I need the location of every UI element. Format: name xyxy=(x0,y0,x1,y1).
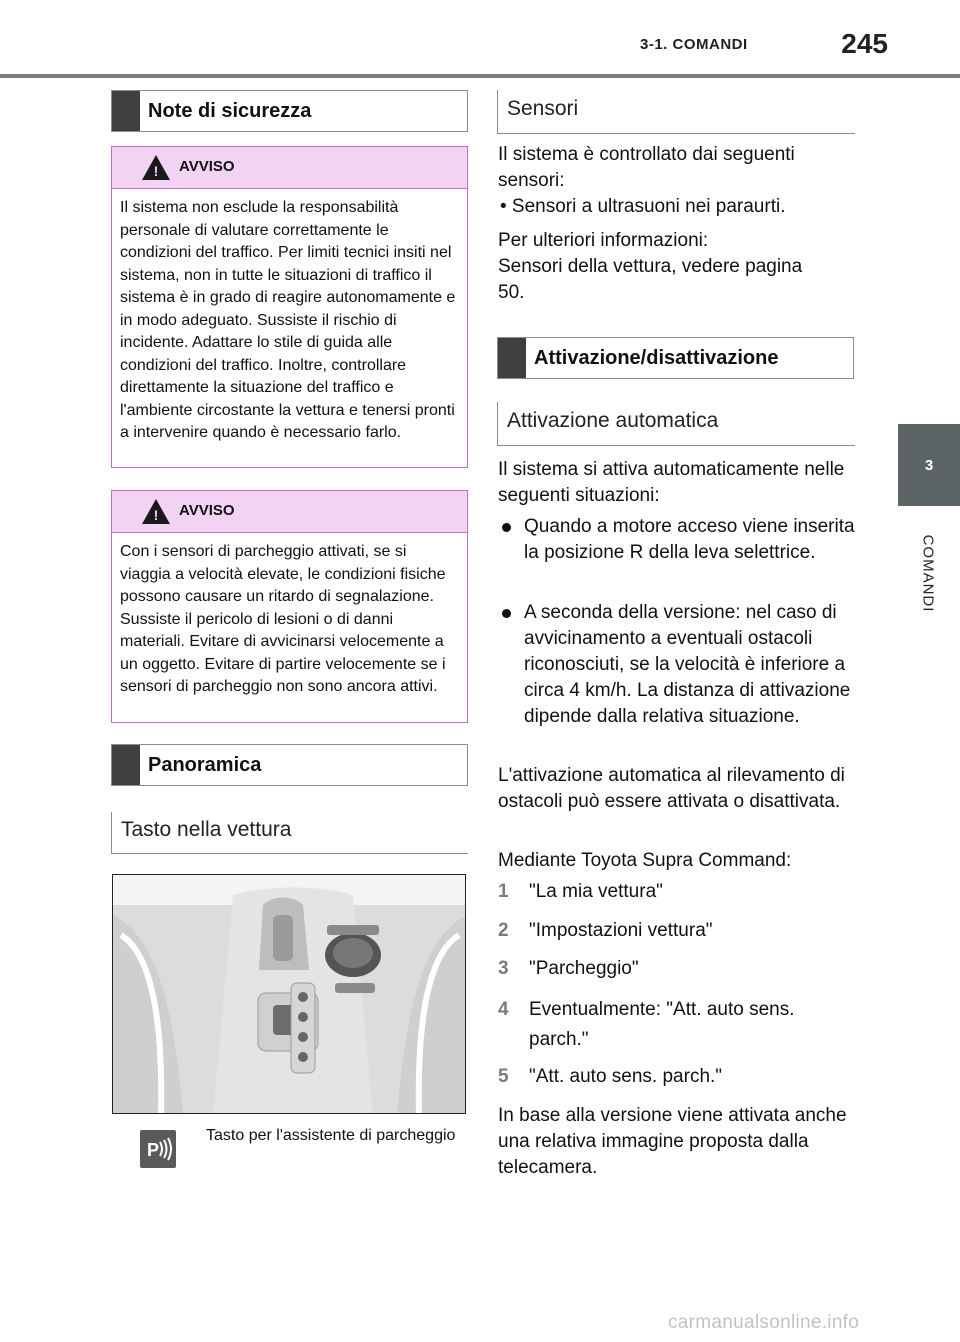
step-number: 2 xyxy=(498,920,509,941)
activation-heading xyxy=(497,337,854,379)
step-number: 4 xyxy=(498,999,509,1020)
step-item xyxy=(498,956,858,982)
page-number: 245 xyxy=(841,28,888,59)
warning-box-2 xyxy=(111,490,468,723)
step-text: "Att. auto sens. parch." xyxy=(529,1066,723,1087)
button-caption: Tasto per l'assistente di parcheggio xyxy=(206,1127,456,1144)
step-item xyxy=(498,1064,858,1090)
camera-note: In base alla versione viene attivata anche una relativa immagine proposta dalla telecamera. xyxy=(498,1105,847,1178)
chapter-label: COMANDI xyxy=(919,534,937,613)
list-item xyxy=(498,514,858,566)
list-item-text: Quando a motore acceso viene inserita la posizione R della leva selettrice. xyxy=(524,516,855,563)
chapter-tab: 3 xyxy=(898,424,960,506)
heading-bar xyxy=(498,338,526,378)
warning-header xyxy=(112,491,467,533)
step-text: Eventualmente: "Att. auto sens. parch." xyxy=(529,999,795,1050)
center-console-image xyxy=(112,874,466,1114)
list-item-text: A seconda della versione: nel caso di avvicinamento a eventuali ostacoli riconosciuti, se la velocità è inferiore a circa 4 km/h. La distanza di attivazione dipende dalla relativa situazione. xyxy=(524,602,851,727)
sensors-intro: Il sistema è controllato dai seguenti sensori: xyxy=(498,144,795,191)
svg-text:P: P xyxy=(147,1140,160,1160)
heading-bar xyxy=(112,745,140,785)
warning-box-1 xyxy=(111,146,468,468)
safety-heading-text: Note di sicurezza xyxy=(148,100,312,122)
bullet-icon xyxy=(502,523,511,532)
step-item xyxy=(498,995,858,1055)
warning-header xyxy=(112,147,467,189)
auto-intro: Il sistema si attiva automaticamente nelle seguenti situazioni: xyxy=(498,459,845,506)
list-item xyxy=(498,600,858,730)
safety-heading xyxy=(111,90,468,132)
warning-label: AVVISO xyxy=(179,502,235,519)
step-number: 5 xyxy=(498,1066,509,1087)
overview-heading-text: Panoramica xyxy=(148,754,262,776)
exclamation-icon: ! xyxy=(153,163,159,179)
step-number: 3 xyxy=(498,958,509,979)
step-text: "La mia vettura" xyxy=(529,881,663,902)
heading-bar xyxy=(112,91,140,131)
step-item xyxy=(498,918,858,944)
bullet-icon xyxy=(502,609,511,618)
auto-activation-subheading xyxy=(497,402,855,446)
step-number: 1 xyxy=(498,881,509,902)
watermark: carmanualsonline.info xyxy=(668,1312,860,1333)
more-info: Per ulteriori informazioni: xyxy=(498,230,709,251)
activation-heading-text: Attivazione/disattivazione xyxy=(534,347,779,369)
step-item xyxy=(498,879,858,905)
exclamation-icon: ! xyxy=(153,507,159,523)
button-subheading xyxy=(111,812,468,854)
auto-note: L'attivazione automatica al rilevamento di ostacoli può essere attivata o disattivata. xyxy=(498,765,845,812)
sensors-subheading-text: Sensori xyxy=(507,97,579,120)
park-assist-button-icon xyxy=(140,1130,176,1168)
warning-text: Il sistema non esclude la responsabilità personale di valutare correttamente le condizioni del traffico. Per limiti tecnici insiti nel sistema, non in tutte le situazioni di traffico il sistema è in grado di reagire autonomamente e in modo adeguato. Sussiste il rischio di incidente. Adattare lo stile di guida alle condizioni del traffico. Inoltre, controllare direttamente la situazione del traffico e l'ambiente circostante la vettura e tenersi pronti a intervenire quando è necessario farlo. xyxy=(120,199,456,441)
command-intro: Mediante Toyota Supra Command: xyxy=(498,850,792,871)
button-subheading-text: Tasto nella vettura xyxy=(121,818,292,841)
warning-text: Con i sensori di parcheggio attivati, se si viaggia a velocità elevate, le condizioni fisiche possono causare un ritardo di segnalazione. Sussiste il pericolo di lesioni o di danni materiali. Evitare di avvicinarsi velocemente a un oggetto. Evitare di partire velocemente se i sensori di parcheggio non sono ancora attivi. xyxy=(120,543,446,695)
sensors-subheading xyxy=(497,90,855,134)
header-divider xyxy=(0,74,960,78)
auto-activation-subheading-text: Attivazione automatica xyxy=(507,409,719,432)
more-info-reference: Sensori della vettura, vedere pagina 50. xyxy=(498,256,803,303)
step-text: "Parcheggio" xyxy=(529,958,639,979)
center-console-illustration xyxy=(113,875,466,1114)
warning-label: AVVISO xyxy=(179,158,235,175)
sensors-bullet: • Sensori a ultrasuoni nei paraurti. xyxy=(500,196,786,217)
header-section-title: 3-1. COMANDI xyxy=(640,36,748,53)
overview-heading xyxy=(111,744,468,786)
step-text: "Impostazioni vettura" xyxy=(529,920,713,941)
